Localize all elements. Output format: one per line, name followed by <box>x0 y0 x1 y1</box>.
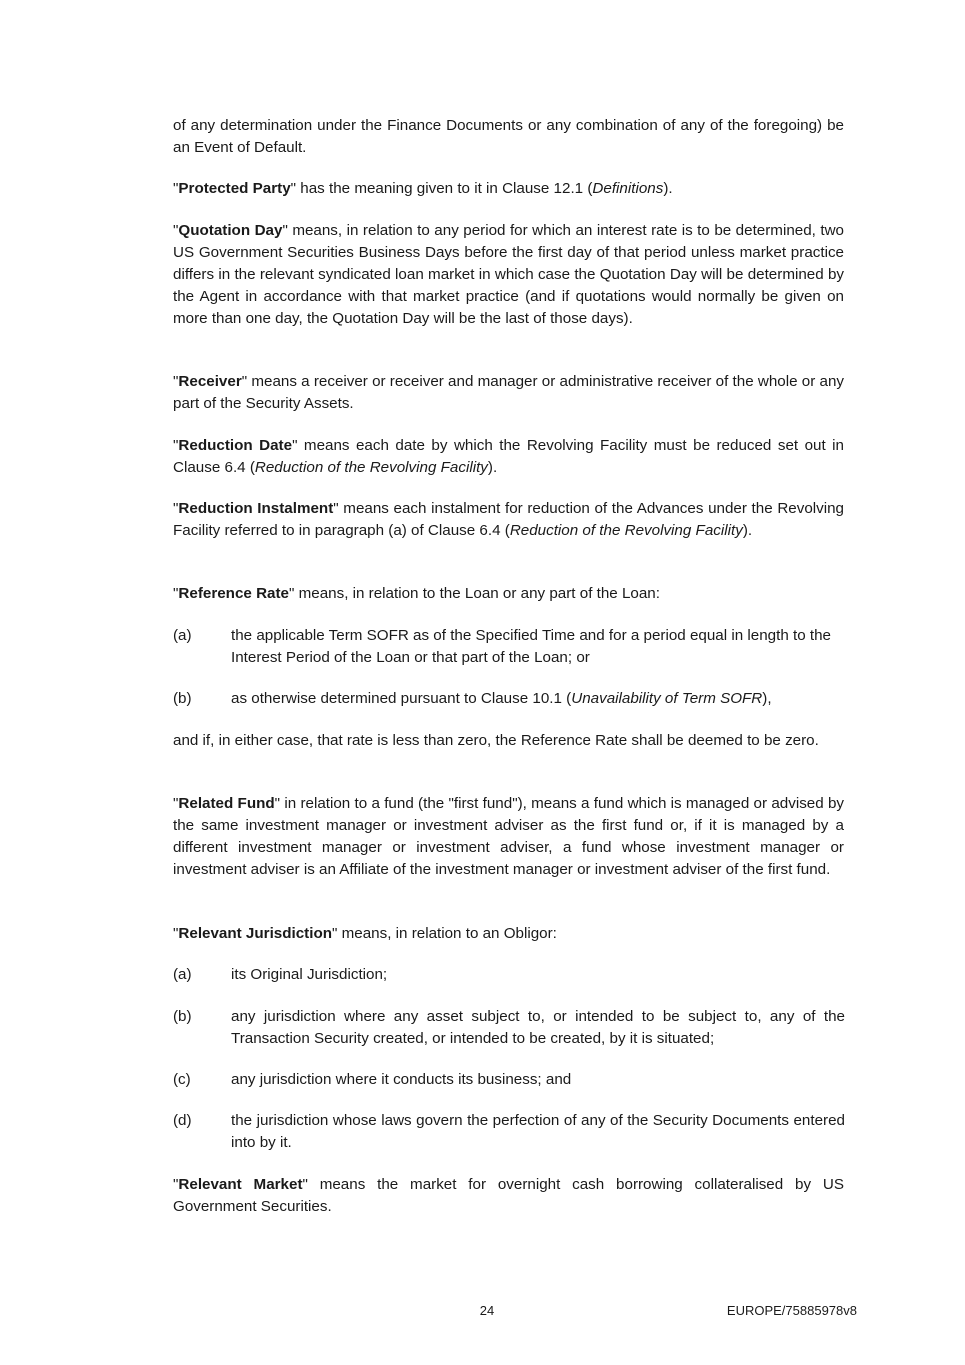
definition-reference-rate: "Reference Rate" means, in relation to the Loan or any part of the Loan: <box>173 585 660 602</box>
definition-term: Reduction Instalment <box>178 500 334 517</box>
definition-receiver: "Receiver" means a receiver or receiver and manager or administrative receiver of the whole or any part of the Security Assets. <box>173 373 844 412</box>
definition-quotation-day: "Quotation Day" means, in relation to any period for which an interest rate is to be determined, two US Government Securities Business Days before the first day of that period unless market practice differs in the relevant syndicated loan market in which case the Quotation Day will be determined by the Agent in accordance with that market practice (and if quotations would normally be given on more than one day, the Quotation Day will be the last of those days). <box>173 222 844 327</box>
definition-term: Reference Rate <box>178 585 289 602</box>
clause-reference: Reduction of the Revolving Facility <box>509 522 743 539</box>
list-item-text-end: ), <box>762 690 772 707</box>
list-item-label: (d) <box>173 1112 192 1129</box>
intro-paragraph <box>173 115 844 159</box>
list-item-text: the jurisdiction whose laws govern the perfection of any of the Security Documents entered into by it. <box>231 1112 845 1151</box>
definition-text-end: ). <box>487 459 498 476</box>
definition-text: " in relation to a fund (the "first fund"), means a fund which is managed or advised by the same investment manager or investment adviser as the first fund or, if it is managed by a different investment manager or investment adviser, a fund whose investment manager or investment adviser is an Affiliate of the investment manager or investment adviser of the first fund. <box>173 795 844 878</box>
definition-text-end: ). <box>742 522 753 539</box>
clause-reference: Unavailability of Term SOFR <box>571 690 763 707</box>
definition-term: Relevant Jurisdiction <box>178 925 333 942</box>
closing-text: and if, in either case, that rate is less than zero, the Reference Rate shall be deemed to be zero. <box>173 732 819 749</box>
definition-term: Quotation Day <box>178 222 283 239</box>
list-item-text: the applicable Term SOFR as of the Specified Time and for a period equal in length to the Interest Period of the Loan or that part of the Loan; or <box>231 627 831 666</box>
clause-reference: Definitions <box>592 180 664 197</box>
definition-protected-party: "Protected Party" has the meaning given to it in Clause 12.1 (Definitions). <box>173 180 673 197</box>
list-item-label: (a) <box>173 966 192 983</box>
reference-rate-closing <box>173 730 844 752</box>
list-item-text: any jurisdiction where any asset subject to, or intended to be subject to, any of the Transaction Security created, or intended to be created, by it is situated; <box>231 1008 845 1047</box>
definition-text: " means each instalment for reduction of the Advances under the Revolving Facility referred to in paragraph (a) of Clause 6.4 ( <box>173 500 845 539</box>
definition-term: Reduction Date <box>178 437 293 454</box>
definition-term: Related Fund <box>178 795 275 812</box>
definition-text: " means a receiver or receiver and manager or administrative receiver of the whole or any part of the Security Assets. <box>173 373 844 412</box>
definition-term: Protected Party <box>178 180 291 197</box>
definition-text: " means, in relation to the Loan or any part of the Loan: <box>289 585 660 602</box>
list-item-text: any jurisdiction where it conducts its business; and <box>231 1071 572 1088</box>
definition-relevant-jurisdiction: "Relevant Jurisdiction" means, in relation to an Obligor: <box>173 925 557 942</box>
definition-text-end: ). <box>663 180 673 197</box>
list-item-text <box>231 688 845 710</box>
definition-term: Relevant Market <box>178 1176 303 1193</box>
definition-reduction-date: "Reduction Date" means each date by which the Revolving Facility must be reduced set out in Clause 6.4 (Reduction of the Revolving Facility). <box>173 437 844 476</box>
definition-relevant-market: "Relevant Market" means the market for overnight cash borrowing collateralised by US Government Securities. <box>173 1176 844 1215</box>
clause-reference: Reduction of the Revolving Facility <box>254 459 488 476</box>
definition-text: " has the meaning given to it in Clause 12.1 ( <box>290 180 593 197</box>
definition-text: " means each date by which the Revolving Facility must be reduced set out in Clause 6.4 ( <box>173 437 844 476</box>
definition-text: " means, in relation to any period for which an interest rate is to be determined, two US Government Securities Business Days before the first day of that period unless market practice differs in the relevant syndicated loan market in which case the Quotation Day will be determined by the Agent in accordance with that market practice (and if quotations would normally be given on more than one day, the Quotation Day will be the last of those days). <box>173 222 844 327</box>
page-number: 24 <box>479 1303 495 1318</box>
list-item-label: (b) <box>173 690 192 707</box>
list-item-text: its Original Jurisdiction; <box>231 966 388 983</box>
definition-reduction-instalment: "Reduction Instalment" means each instalment for reduction of the Advances under the Revolving Facility referred to in paragraph (a) of Clause 6.4 (Reduction of the Revolving Facility). <box>173 500 845 539</box>
intro-text: of any determination under the Finance Documents or any combination of any of the foregoing) be an Event of Default. <box>173 117 844 156</box>
list-item-label: (b) <box>173 1008 192 1025</box>
definition-text: " means, in relation to an Obligor: <box>332 925 557 942</box>
definition-term: Receiver <box>178 373 242 390</box>
definition-text: " means the market for overnight cash borrowing collateralised by US Government Securities. <box>173 1176 844 1215</box>
document-reference: EUROPE/75885978v8 <box>726 1303 857 1318</box>
list-item-label: (c) <box>173 1071 191 1088</box>
list-item-text-start: as otherwise determined pursuant to Clause 10.1 ( <box>231 690 572 707</box>
definition-related-fund: "Related Fund" in relation to a fund (the "first fund"), means a fund which is managed or advised by the same investment manager or investment adviser as the first fund or, if it is managed by a different investment manager or investment adviser, a fund whose investment manager or investment adviser is an Affiliate of the investment manager or investment adviser of the first fund. <box>173 795 844 878</box>
list-item-label: (a) <box>173 627 192 644</box>
